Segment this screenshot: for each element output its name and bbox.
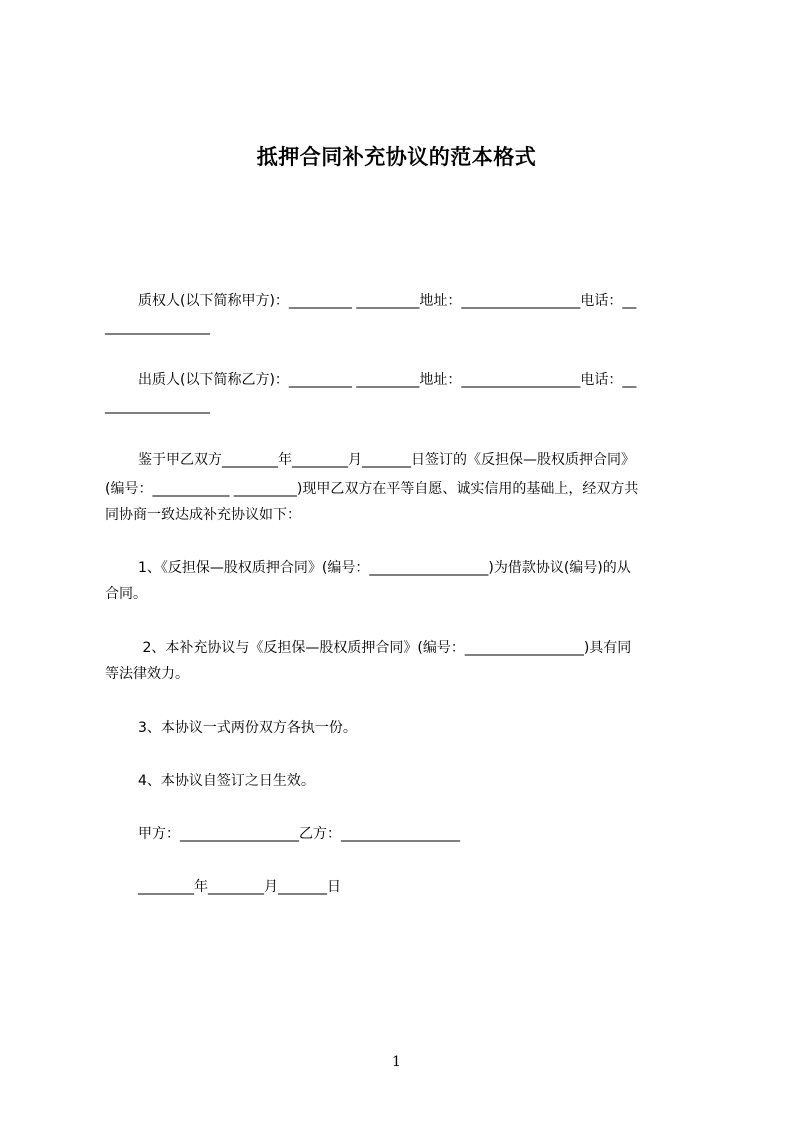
clause-2-line-2: 等法律效力。 — [105, 666, 189, 682]
pledgor-line-2: _______________ — [105, 398, 210, 414]
document-title: 抵押合同补充协议的范本格式 — [256, 145, 537, 169]
clause-3: 3、本协议一式两份双方各执一份。 — [138, 720, 357, 736]
pledgee-line-2: _______________ — [105, 319, 210, 335]
clause-1-line-2: 合同。 — [105, 586, 147, 602]
pledgee-line-1: 质权人(以下简称甲方)：_________ _________地址：_________________电话：__ — [138, 293, 637, 309]
clause-1-line-1: 1、《反担保—股权质押合同》(编号：_________________)为借款协议(编号)的从 — [138, 560, 631, 576]
date-line: ________年________月_______日 — [138, 879, 341, 895]
clause-2-line-1: 2、本补充协议与《反担保—股权质押合同》(编号：_________________)具有同 — [138, 640, 632, 656]
pledgor-line-1: 出质人(以下简称乙方)：_________ _________地址：_________________电话：__ — [138, 372, 637, 388]
page-number: 1 — [392, 1054, 401, 1070]
signature-line: 甲方：_________________乙方：_________________ — [138, 826, 460, 842]
clause-4: 4、本协议自签订之日生效。 — [138, 773, 315, 789]
preamble-line-2: (编号：___________ _________)现甲乙双方在平等自愿、诚实信用的基础上，经双方共 — [105, 481, 639, 497]
preamble-line-3: 同协商一致达成补充协议如下： — [105, 507, 301, 523]
preamble-line-1: 鉴于甲乙双方________年________月_______日签订的《反担保—股权质押合同》 — [138, 452, 635, 468]
